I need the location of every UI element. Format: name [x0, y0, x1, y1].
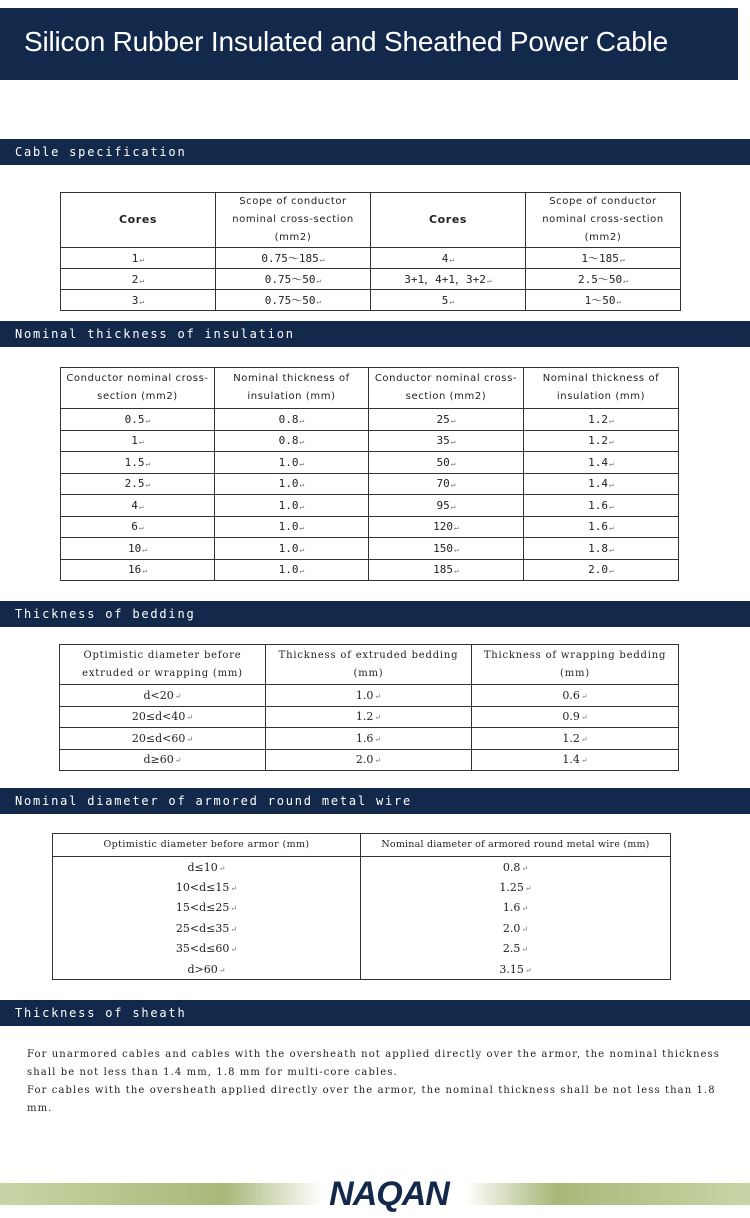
table-cell — [524, 473, 679, 495]
section-header-cable-spec — [0, 139, 750, 165]
section-header-sheath — [0, 1000, 750, 1026]
paragraph-mark-icon: ↵ — [138, 501, 144, 511]
cell-value: 150 — [433, 541, 454, 555]
cell-value: 0.75～185 — [261, 252, 319, 265]
table-row — [61, 516, 679, 538]
cell-value: 1.6 — [502, 901, 521, 915]
table-cell — [53, 898, 361, 919]
armor-table — [52, 833, 671, 980]
cell-value: 5 — [441, 293, 449, 307]
section-title: Thickness of bedding — [15, 607, 196, 621]
paragraph-mark-icon: ↵ — [138, 523, 144, 533]
table-cell — [215, 516, 369, 538]
table-cell — [61, 409, 215, 431]
cell-value: 1.4 — [588, 477, 609, 491]
table-cell — [215, 495, 369, 517]
cell-value: 1.2 — [355, 710, 374, 724]
logo-text: NAQAN — [329, 1175, 449, 1213]
paragraph-mark-icon: ↵ — [319, 255, 325, 264]
cell-value: 10<d≤15 — [175, 880, 230, 894]
table-cell — [369, 473, 524, 495]
table-cell — [524, 559, 679, 581]
table-cell — [215, 430, 369, 452]
column-header: Nominal thickness of insulation (mm) — [215, 368, 369, 409]
cell-value: 120 — [433, 520, 454, 534]
table-cell — [215, 409, 369, 431]
table-cell — [215, 538, 369, 560]
table-cell — [472, 728, 679, 750]
cell-value: 0.75～50 — [264, 273, 316, 286]
paragraph-mark-icon: ↵ — [316, 276, 322, 285]
table-cell — [472, 749, 679, 771]
table-cell — [216, 248, 371, 269]
cell-value: 0.8 — [278, 412, 299, 426]
insulation-table — [60, 367, 679, 581]
cell-value: 1～50 — [584, 294, 616, 307]
table-cell — [53, 857, 361, 878]
cell-value: 1.4 — [588, 455, 609, 469]
table-cell — [371, 248, 526, 269]
cell-value: d≥60 — [143, 753, 174, 767]
paragraph-mark-icon: ↵ — [299, 458, 305, 468]
table-row — [53, 939, 671, 960]
paragraph-mark-icon: ↵ — [230, 945, 238, 955]
table-cell — [369, 516, 524, 538]
cell-value: 70 — [436, 477, 450, 491]
paragraph-mark-icon: ↵ — [609, 415, 614, 425]
cell-value: 2.0 — [502, 921, 521, 935]
paragraph-mark-icon: ↵ — [374, 713, 382, 723]
table-cell — [60, 728, 266, 750]
paragraph-mark-icon: ↵ — [609, 437, 614, 447]
page-title: Silicon Rubber Insulated and Sheathed Power Cable — [24, 26, 668, 57]
table-cell — [526, 269, 681, 290]
cell-value: 1.0 — [278, 455, 299, 469]
paragraph-mark-icon: ↵ — [580, 713, 588, 723]
cell-value: 1.0 — [278, 520, 299, 534]
table-row — [61, 495, 679, 517]
paragraph-mark-icon: ↵ — [609, 566, 614, 576]
paragraph-mark-icon: ↵ — [580, 734, 588, 744]
paragraph-mark-icon: ↵ — [218, 965, 226, 975]
cell-value: d<20 — [143, 688, 174, 702]
table-row — [60, 685, 679, 707]
paragraph-mark-icon: ↵ — [450, 458, 456, 468]
cable-spec-table — [60, 192, 681, 311]
table-row — [53, 959, 671, 980]
cell-value: 2.5～50 — [578, 273, 623, 286]
cell-value: 1 — [131, 434, 138, 448]
table-cell — [524, 430, 679, 452]
section-header-insulation — [0, 321, 750, 347]
column-header: Cores — [61, 193, 216, 248]
table-cell — [361, 898, 671, 919]
table-row — [53, 857, 671, 878]
cell-value: 2.5 — [124, 477, 145, 491]
table-cell — [361, 939, 671, 960]
table-row — [61, 290, 681, 311]
paragraph-mark-icon: ↵ — [145, 415, 151, 425]
paragraph-mark-icon: ↵ — [450, 501, 456, 511]
paragraph-mark-icon: ↵ — [145, 458, 151, 468]
table-cell — [61, 430, 215, 452]
cell-value: 1.0 — [278, 563, 299, 577]
table-cell — [369, 495, 524, 517]
paragraph-mark-icon: ↵ — [299, 480, 305, 490]
paragraph-mark-icon: ↵ — [449, 254, 455, 264]
cell-value: 1.0 — [278, 541, 299, 555]
table-cell — [371, 290, 526, 311]
section-title: Cable specification — [15, 145, 187, 159]
cell-value: 35<d≤60 — [175, 942, 230, 956]
cell-value: 3 — [131, 293, 139, 307]
sheath-paragraph: For unarmored cables and cables with the oversheath not applied directly over the armor, the nominal thickness shall be not less than 1.4 mm, 1.8 mm for multi-core cables. — [27, 1049, 721, 1078]
column-header: Optimistic diameter before extruded or wrapping (mm) — [60, 645, 266, 685]
paragraph-mark-icon: ↵ — [230, 904, 238, 914]
sheath-paragraph: For cables with the oversheath applied directly over the armor, the nominal thickness shall be not less than 1.8 mm. — [27, 1085, 716, 1114]
paragraph-mark-icon: ↵ — [524, 883, 532, 893]
paragraph-mark-icon: ↵ — [616, 297, 622, 306]
table-cell — [369, 430, 524, 452]
paragraph-mark-icon: ↵ — [374, 756, 382, 766]
table-cell — [61, 516, 215, 538]
table-cell — [361, 918, 671, 939]
column-header: Scope of conductor nominal cross-section (mm2) — [216, 193, 371, 248]
paragraph-mark-icon: ↵ — [299, 566, 305, 576]
table-cell — [53, 959, 361, 980]
table-cell — [472, 706, 679, 728]
paragraph-mark-icon: ↵ — [139, 275, 145, 285]
cell-value: 185 — [433, 563, 454, 577]
paragraph-mark-icon: ↵ — [609, 501, 614, 511]
paragraph-mark-icon: ↵ — [521, 945, 529, 955]
cell-value: d≤10 — [187, 860, 218, 874]
paragraph-mark-icon: ↵ — [609, 523, 614, 533]
section-title: Nominal diameter of armored round metal wire — [15, 794, 413, 808]
table-row — [53, 877, 671, 898]
table-cell — [524, 495, 679, 517]
cell-value: 1.25 — [499, 880, 524, 894]
cell-value: 1.6 — [355, 731, 374, 745]
table-cell — [526, 290, 681, 311]
sheath-description — [27, 1046, 742, 1118]
cell-value: 4 — [441, 251, 449, 265]
section-title: Thickness of sheath — [15, 1006, 187, 1020]
paragraph-mark-icon: ↵ — [609, 458, 614, 468]
cell-value: 0.8 — [278, 434, 299, 448]
table-row — [60, 749, 679, 771]
cell-value: 2.5 — [502, 942, 521, 956]
cell-value: 1.6 — [588, 498, 609, 512]
cell-value: 1.6 — [588, 520, 609, 534]
paragraph-mark-icon: ↵ — [230, 883, 238, 893]
table-row — [61, 559, 679, 581]
brand-logo — [327, 1175, 451, 1213]
paragraph-mark-icon: ↵ — [145, 480, 151, 490]
paragraph-mark-icon: ↵ — [454, 566, 459, 576]
table-cell — [61, 559, 215, 581]
cell-value: d>60 — [187, 962, 218, 976]
table-cell — [60, 706, 266, 728]
cell-value: 0.5 — [124, 412, 145, 426]
paragraph-mark-icon: ↵ — [580, 691, 588, 701]
table-cell — [61, 473, 215, 495]
cell-value: 1 — [131, 251, 139, 265]
cell-value: 25 — [436, 412, 450, 426]
table-row — [61, 430, 679, 452]
cell-value: 20≤d<40 — [131, 710, 186, 724]
paragraph-mark-icon: ↵ — [619, 255, 625, 264]
paragraph-mark-icon: ↵ — [299, 523, 305, 533]
cell-value: 1.8 — [588, 541, 609, 555]
table-cell — [361, 877, 671, 898]
paragraph-mark-icon: ↵ — [450, 415, 456, 425]
paragraph-mark-icon: ↵ — [174, 756, 182, 766]
paragraph-mark-icon: ↵ — [450, 437, 456, 447]
table-cell — [53, 918, 361, 939]
cell-value: 2 — [131, 272, 139, 286]
table-row — [61, 409, 679, 431]
paragraph-mark-icon: ↵ — [623, 276, 628, 285]
title-banner — [0, 8, 738, 80]
cell-value: 35 — [436, 434, 450, 448]
column-header: Conductor nominal cross-section (mm2) — [61, 368, 215, 409]
paragraph-mark-icon: ↵ — [142, 566, 148, 576]
column-header: Conductor nominal cross-section (mm2) — [369, 368, 524, 409]
paragraph-mark-icon: ↵ — [186, 734, 194, 744]
table-cell — [361, 959, 671, 980]
table-cell — [524, 538, 679, 560]
cell-value: 1.0 — [278, 477, 299, 491]
cell-value: 20≤d<60 — [131, 731, 186, 745]
table-cell — [369, 452, 524, 474]
column-header: Scope of conductor nominal cross-section (mm2) — [526, 193, 681, 248]
cell-value: 1.2 — [562, 731, 580, 745]
table-cell — [371, 269, 526, 290]
table-row — [60, 706, 679, 728]
table-cell — [266, 749, 472, 771]
cell-value: 10 — [127, 541, 142, 555]
cell-value: 0.6 — [562, 688, 580, 702]
cell-value: 1.0 — [278, 498, 299, 512]
paragraph-mark-icon: ↵ — [138, 437, 144, 447]
table-cell — [216, 290, 371, 311]
paragraph-mark-icon: ↵ — [299, 437, 305, 447]
table-cell — [216, 269, 371, 290]
table-cell — [369, 409, 524, 431]
paragraph-mark-icon: ↵ — [580, 756, 588, 766]
paragraph-mark-icon: ↵ — [454, 523, 459, 533]
paragraph-mark-icon: ↵ — [374, 734, 382, 744]
table-cell — [472, 685, 679, 707]
paragraph-mark-icon: ↵ — [374, 691, 382, 701]
table-cell — [61, 452, 215, 474]
cell-value: 3+1，4+1，3+2 — [404, 273, 486, 286]
cell-value: 0.8 — [502, 860, 521, 874]
table-row — [53, 918, 671, 939]
table-cell — [60, 685, 266, 707]
column-header: Nominal thickness of insulation (mm) — [524, 368, 679, 409]
table-row — [61, 269, 681, 290]
cell-value: 1.5 — [124, 455, 145, 469]
cell-value: 1～185 — [581, 252, 619, 265]
table-cell — [61, 290, 216, 311]
cell-value: 50 — [436, 455, 450, 469]
table-cell — [60, 749, 266, 771]
table-row — [61, 248, 681, 269]
section-header-armor — [0, 788, 750, 814]
cell-value: 95 — [436, 498, 450, 512]
paragraph-mark-icon: ↵ — [521, 904, 529, 914]
table-cell — [526, 248, 681, 269]
cell-value: 1.4 — [562, 753, 580, 767]
cell-value: 1.0 — [355, 688, 374, 702]
paragraph-mark-icon: ↵ — [609, 544, 614, 554]
paragraph-mark-icon: ↵ — [454, 544, 459, 554]
table-cell — [61, 269, 216, 290]
paragraph-mark-icon: ↵ — [449, 296, 455, 306]
bedding-table — [59, 644, 679, 771]
column-header: Thickness of extruded bedding (mm) — [266, 645, 472, 685]
paragraph-mark-icon: ↵ — [524, 965, 532, 975]
paragraph-mark-icon: ↵ — [142, 544, 148, 554]
paragraph-mark-icon: ↵ — [486, 276, 492, 285]
paragraph-mark-icon: ↵ — [139, 296, 145, 306]
cell-value: 15<d≤25 — [175, 901, 230, 915]
paragraph-mark-icon: ↵ — [521, 924, 529, 934]
paragraph-mark-icon: ↵ — [299, 501, 305, 511]
paragraph-mark-icon: ↵ — [450, 480, 456, 490]
table-cell — [369, 559, 524, 581]
paragraph-mark-icon: ↵ — [139, 254, 145, 264]
section-title: Nominal thickness of insulation — [15, 327, 295, 341]
paragraph-mark-icon: ↵ — [218, 863, 226, 873]
cell-value: 2.0 — [355, 753, 374, 767]
table-cell — [524, 452, 679, 474]
table-cell — [361, 857, 671, 878]
paragraph-mark-icon: ↵ — [174, 691, 182, 701]
column-header: Nominal diameter of armored round metal wire (mm) — [361, 834, 671, 857]
paragraph-mark-icon: ↵ — [316, 297, 322, 306]
paragraph-mark-icon: ↵ — [609, 480, 614, 490]
paragraph-mark-icon: ↵ — [230, 924, 238, 934]
cell-value: 16 — [127, 563, 142, 577]
table-cell — [215, 452, 369, 474]
table-cell — [61, 248, 216, 269]
table-row — [61, 473, 679, 495]
paragraph-mark-icon: ↵ — [186, 713, 194, 723]
column-header: Thickness of wrapping bedding (mm) — [472, 645, 679, 685]
table-cell — [369, 538, 524, 560]
table-cell — [61, 538, 215, 560]
cell-value: 6 — [131, 520, 138, 534]
section-header-bedding — [0, 601, 750, 627]
table-cell — [266, 706, 472, 728]
table-cell — [53, 877, 361, 898]
cell-value: 1.2 — [588, 412, 609, 426]
cell-value: 2.0 — [588, 563, 609, 577]
column-header: Optimistic diameter before armor (mm) — [53, 834, 361, 857]
table-cell — [266, 685, 472, 707]
cell-value: 4 — [131, 498, 138, 512]
paragraph-mark-icon: ↵ — [521, 863, 529, 873]
table-cell — [215, 473, 369, 495]
paragraph-mark-icon: ↵ — [299, 544, 305, 554]
table-row — [61, 538, 679, 560]
cell-value: 3.15 — [499, 962, 524, 976]
table-row — [61, 452, 679, 474]
table-cell — [266, 728, 472, 750]
cell-value: 0.9 — [562, 710, 580, 724]
table-row — [60, 728, 679, 750]
paragraph-mark-icon: ↵ — [299, 415, 305, 425]
cell-value: 25<d≤35 — [175, 921, 230, 935]
table-cell — [53, 939, 361, 960]
cell-value: 1.2 — [588, 434, 609, 448]
table-cell — [524, 516, 679, 538]
table-row — [53, 898, 671, 919]
table-cell — [61, 495, 215, 517]
column-header: Cores — [371, 193, 526, 248]
table-cell — [524, 409, 679, 431]
table-cell — [215, 559, 369, 581]
cell-value: 0.75～50 — [264, 294, 316, 307]
